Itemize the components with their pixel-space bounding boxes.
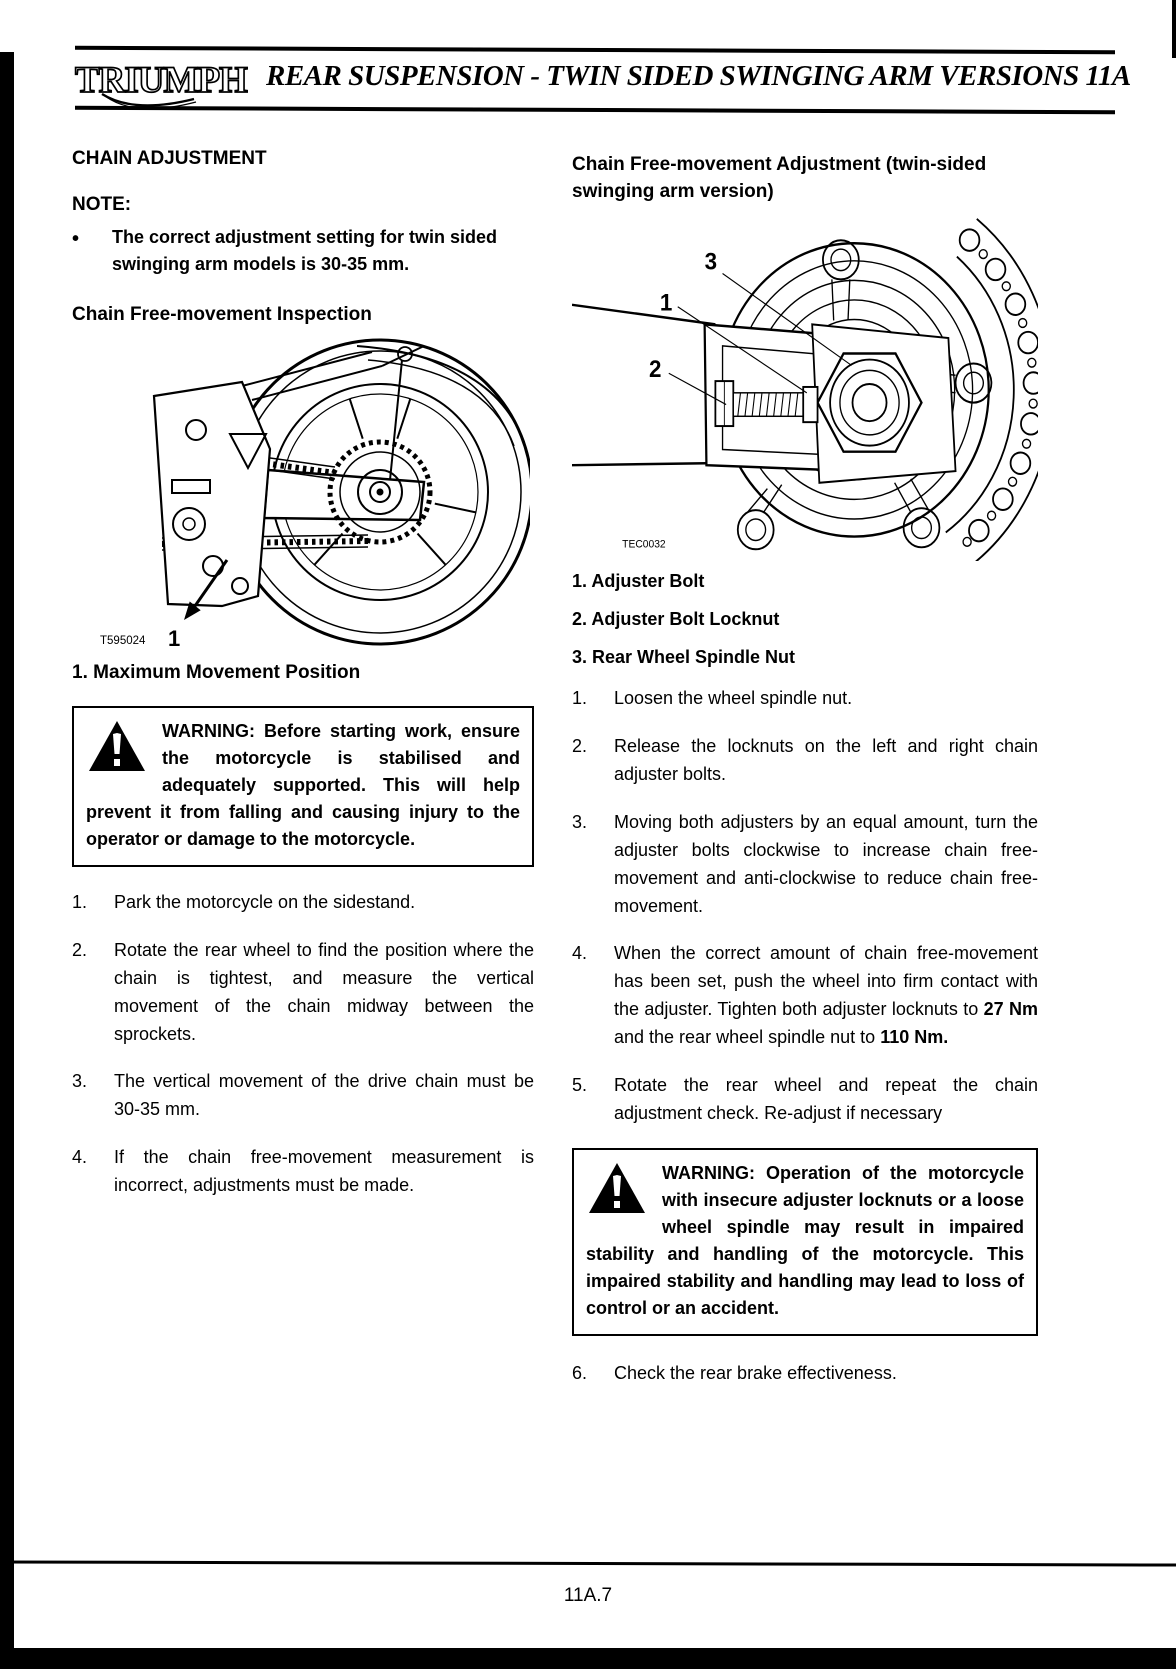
step-number: 4. (72, 1147, 88, 1168)
bullet-glyph: • (72, 228, 80, 250)
step-text-part: and the rear wheel spindle nut to (614, 1027, 881, 1048)
step-text: Loosen the wheel spindle nut. (614, 688, 853, 709)
page-number: 11A.7 (563, 1585, 613, 1606)
step-number: 1. (72, 892, 88, 912)
figure2-legend (572, 571, 1038, 668)
figure-chain-adjustment (572, 209, 1038, 561)
figure2-code: TEC0032 (622, 538, 666, 551)
figure2-callout-2: 2 (649, 355, 662, 383)
step-number: 3. (72, 1071, 88, 1092)
step-text (614, 940, 1038, 1052)
chain-adjustment-drawing-icon (572, 209, 1038, 561)
step-row (72, 1068, 534, 1124)
step-row (572, 1072, 1038, 1128)
page-title: REAR SUSPENSION - TWIN SIDED SWINGING ARM VERSIONS 11A (266, 60, 1131, 92)
step-text: The vertical movement of the drive chain must be 30-35 mm. (114, 1071, 534, 1120)
step-text-part: When the correct amount of chain free-movement has been set, push the wheel into firm contact with the adjuster. Tighten both adjuster locknuts to (614, 943, 1038, 1020)
heading-chain-adjustment: Chain Free-movement Adjustment (twin-sided swinging arm version) (572, 154, 987, 202)
step-row (572, 733, 1038, 789)
step-number: 2. (572, 736, 588, 757)
section-heading-chain-adjustment: CHAIN ADJUSTMENT (72, 148, 267, 169)
figure-chain-inspection (72, 334, 534, 656)
right-steps (572, 685, 1038, 1128)
figure1-caption: 1. Maximum Movement Position (72, 662, 361, 683)
step-row (572, 940, 1038, 1052)
triumph-logo-text: TRIUMPH (75, 60, 247, 101)
torque-value-spindle: 110 Nm. (880, 1027, 949, 1048)
warning-box-stabilise (72, 706, 534, 867)
step-text: Park the motorcycle on the sidestand. (114, 892, 416, 912)
note-item (72, 224, 534, 278)
step-number: 5. (572, 1074, 588, 1095)
step-text: Moving both adjusters by an equal amount, turn the adjuster bolts clockwise to increase chain free-movement and anti-clockwise to reduce chain free-movement. (614, 811, 1038, 916)
warning-text-locknuts: WARNING: Operation of the motorcycle with insecure adjuster locknuts or a loose wheel spindle may result in impaired stability and handling of the motorcycle. This impaired stability and handling may lead to loss of control or an accident. (586, 1162, 1024, 1318)
triumph-logo (72, 56, 262, 110)
scan-edge-bottom (14, 1648, 1176, 1669)
step-row (572, 1360, 1038, 1388)
triumph-logo-icon (72, 56, 262, 110)
scan-edge-left (0, 52, 14, 1669)
scan-edge-right (1172, 0, 1176, 58)
step-number: 3. (572, 811, 588, 832)
step-text: Release the locknuts on the left and right chain adjuster bolts. (614, 736, 1038, 784)
step-row (72, 937, 534, 1049)
right-column (572, 152, 1038, 1408)
step-row (572, 809, 1038, 921)
step-number: 2. (72, 939, 88, 960)
footer-rule (0, 1560, 1176, 1566)
note-label: NOTE: (72, 194, 132, 215)
left-column (72, 148, 534, 1220)
left-steps (72, 889, 534, 1200)
warning-text-stabilise: WARNING: Before starting work, ensure the motorcycle is stabilised and adequately supported. This will help prevent it from falling and causing injury to the operator or damage to the motorcycle. (86, 721, 520, 849)
warning-triangle-icon (88, 720, 146, 772)
legend-adjuster-bolt: 1. Adjuster Bolt (572, 571, 705, 592)
torque-value-locknut: 27 Nm (983, 999, 1039, 1020)
header-rule-top (75, 46, 1115, 55)
figure1-callout-1: 1 (168, 626, 181, 651)
figure2-callout-1: 1 (659, 288, 673, 317)
header-rule-bottom (75, 106, 1115, 115)
step-row (72, 889, 534, 917)
legend-rear-wheel-spindle-nut: 3. Rear Wheel Spindle Nut (572, 647, 796, 668)
legend-adjuster-bolt-locknut: 2. Adjuster Bolt Locknut (572, 609, 780, 630)
step-number: 1. (572, 688, 588, 709)
warning-triangle-icon (588, 1162, 646, 1214)
heading-chain-inspection: Chain Free-movement Inspection (72, 304, 372, 325)
figure1-code: T595024 (100, 635, 146, 647)
step-text: Rotate the rear wheel to find the position where the chain is tightest, and measure the vertical movement of the chain midway between the sprockets. (114, 939, 534, 1044)
chain-inspection-drawing-icon (72, 334, 530, 656)
warning-box-locknuts (572, 1148, 1038, 1336)
step-text: If the chain free-movement measurement is incorrect, adjustments must be made. (114, 1147, 534, 1196)
step-number: 4. (572, 943, 588, 964)
step-text: Rotate the rear wheel and repeat the chain adjustment check. Re-adjust if necessary (614, 1074, 1038, 1123)
figure2-callout-3: 3 (704, 247, 718, 276)
step-row (572, 685, 1038, 713)
step-row (72, 1144, 534, 1200)
note-text: The correct adjustment setting for twin sided swinging arm models is 30-35 mm. (112, 227, 498, 274)
step-text: Check the rear brake effectiveness. (614, 1362, 897, 1383)
step-number: 6. (572, 1362, 588, 1383)
